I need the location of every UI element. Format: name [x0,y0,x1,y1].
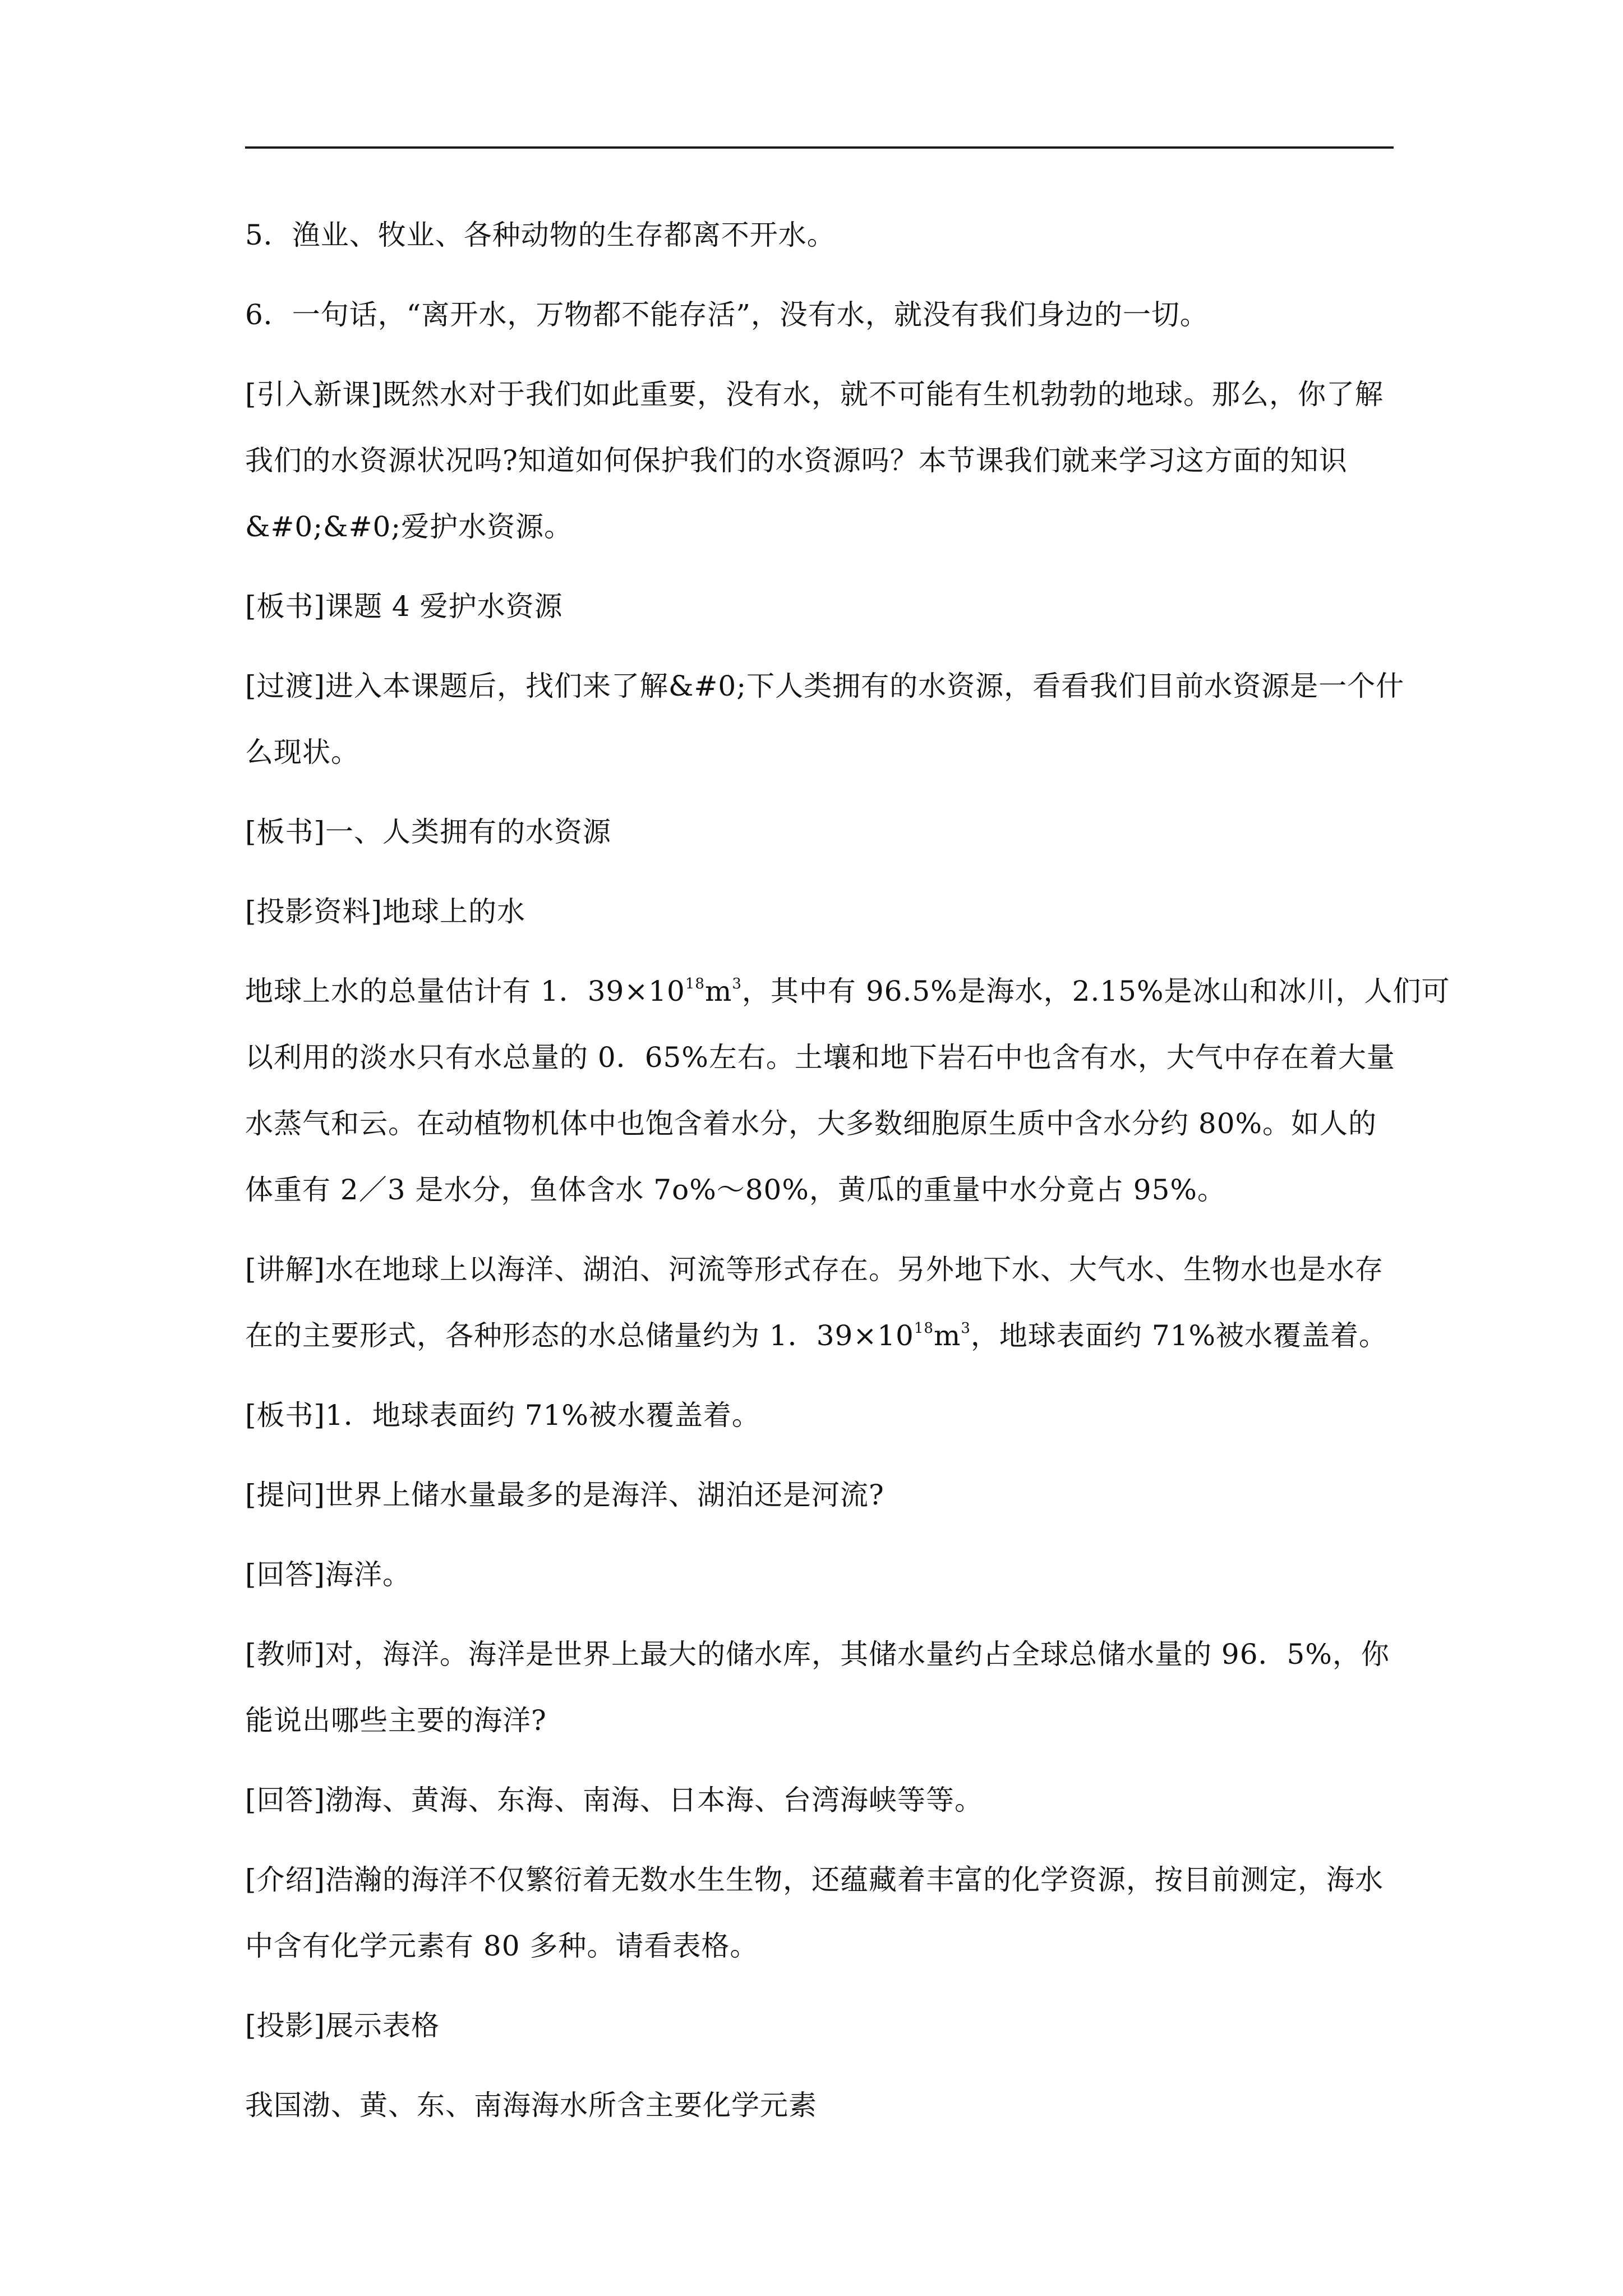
text-segment: m [704,975,732,1007]
paragraph-answer-seas: [回答]渤海、黄海、东海、南海、日本海、台湾海峡等等。 [245,1784,984,1816]
paragraph-explanation-line-1: [讲解]水在地球上以海洋、湖泊、河流等形式存在。另外地下水、大气水、生物水也是水存 [245,1253,1384,1286]
paragraph-summary: 6．一句话，“离开水，万物都不能存活”，没有水，就没有我们身边的一切。 [245,298,1209,331]
superscript: 18 [914,1320,934,1337]
paragraph-introduce-line-1: [介绍]浩瀚的海洋不仅繁衍着无数水生生物，还蕴藏着丰富的化学资源，按目前测定，海水 [245,1864,1384,1896]
paragraph-board-topic: [板书]课题 4 爱护水资源 [245,590,563,623]
paragraph-earth-water-line-4: 体重有 2／3 是水分，鱼体含水 7o%～80%，黄瓜的重量中水分竟占 95%。 [245,1174,1226,1206]
superscript: 3 [961,1320,971,1337]
text-segment: ，地球表面约 71%被水覆盖着。 [970,1319,1387,1352]
paragraph-earth-water-line-3: 水蒸气和云。在动植物机体中也饱含着水分，大多数细胞原生质中含水分约 80%。如人的 [245,1107,1377,1140]
superscript: 3 [732,976,742,993]
text-segment: 在的主要形式，各种形态的水总储量约为 1．39×10 [245,1319,914,1352]
paragraph-question: [提问]世界上储水量最多的是海洋、湖泊还是河流? [245,1479,884,1511]
paragraph-projection-material: [投影资料]地球上的水 [245,895,526,928]
superscript: 18 [685,976,705,993]
paragraph-teacher-line-2: 能说出哪些主要的海洋? [245,1704,547,1737]
paragraph-transition-line-2: 么现状。 [245,736,359,769]
paragraph-transition-line-1: [过渡]进入本课题后，找们来了解&#0;下人类拥有的水资源，看看我们目前水资源是一个什 [245,670,1405,702]
text-segment: 地球上水的总量估计有 1．39×10 [245,975,685,1007]
paragraph-introduce-line-2: 中含有化学元素有 80 多种。请看表格。 [245,1930,759,1962]
document-body [245,202,1450,2138]
paragraph-projection-table: [投影]展示表格 [245,2009,440,2042]
header-rule [245,146,1394,149]
paragraph-fishery: 5．渔业、牧业、各种动物的生存都离不开水。 [245,219,836,251]
paragraph-board-point-1: [板书]1．地球表面约 71%被水覆盖着。 [245,1399,760,1432]
paragraph-teacher-line-1: [教师]对，海洋。海洋是世界上最大的储水库，其储水量约占全球总储水量的 96．5%，你 [245,1638,1390,1671]
paragraph-intro-line-2: 我们的水资源状况吗?知道如何保护我们的水资源吗？本节课我们就来学习这方面的知识 [245,444,1348,477]
table-caption: 我国渤、黄、东、南海海水所含主要化学元素 [245,2089,817,2122]
paragraph-explanation-line-2 [245,1303,1400,1369]
paragraph-earth-water-line-1 [245,958,1450,1024]
paragraph-intro-line-3: &#0;&#0;爱护水资源。 [245,510,573,543]
paragraph-answer-ocean: [回答]海洋。 [245,1558,412,1591]
paragraph-intro-line-1: [引入新课]既然水对于我们如此重要，没有水，就不可能有生机勃勃的地球。那么，你了解 [245,378,1384,411]
text-segment: ，其中有 96.5%是海水，2.15%是冰山和冰川，人们可 [741,975,1450,1007]
paragraph-board-section-1: [板书]一、人类拥有的水资源 [245,816,612,848]
paragraph-earth-water-line-2: 以利用的淡水只有水总量的 0．65%左右。土壤和地下岩石中也含有水，大气中存在着大量 [245,1041,1395,1074]
text-segment: m [933,1319,961,1352]
